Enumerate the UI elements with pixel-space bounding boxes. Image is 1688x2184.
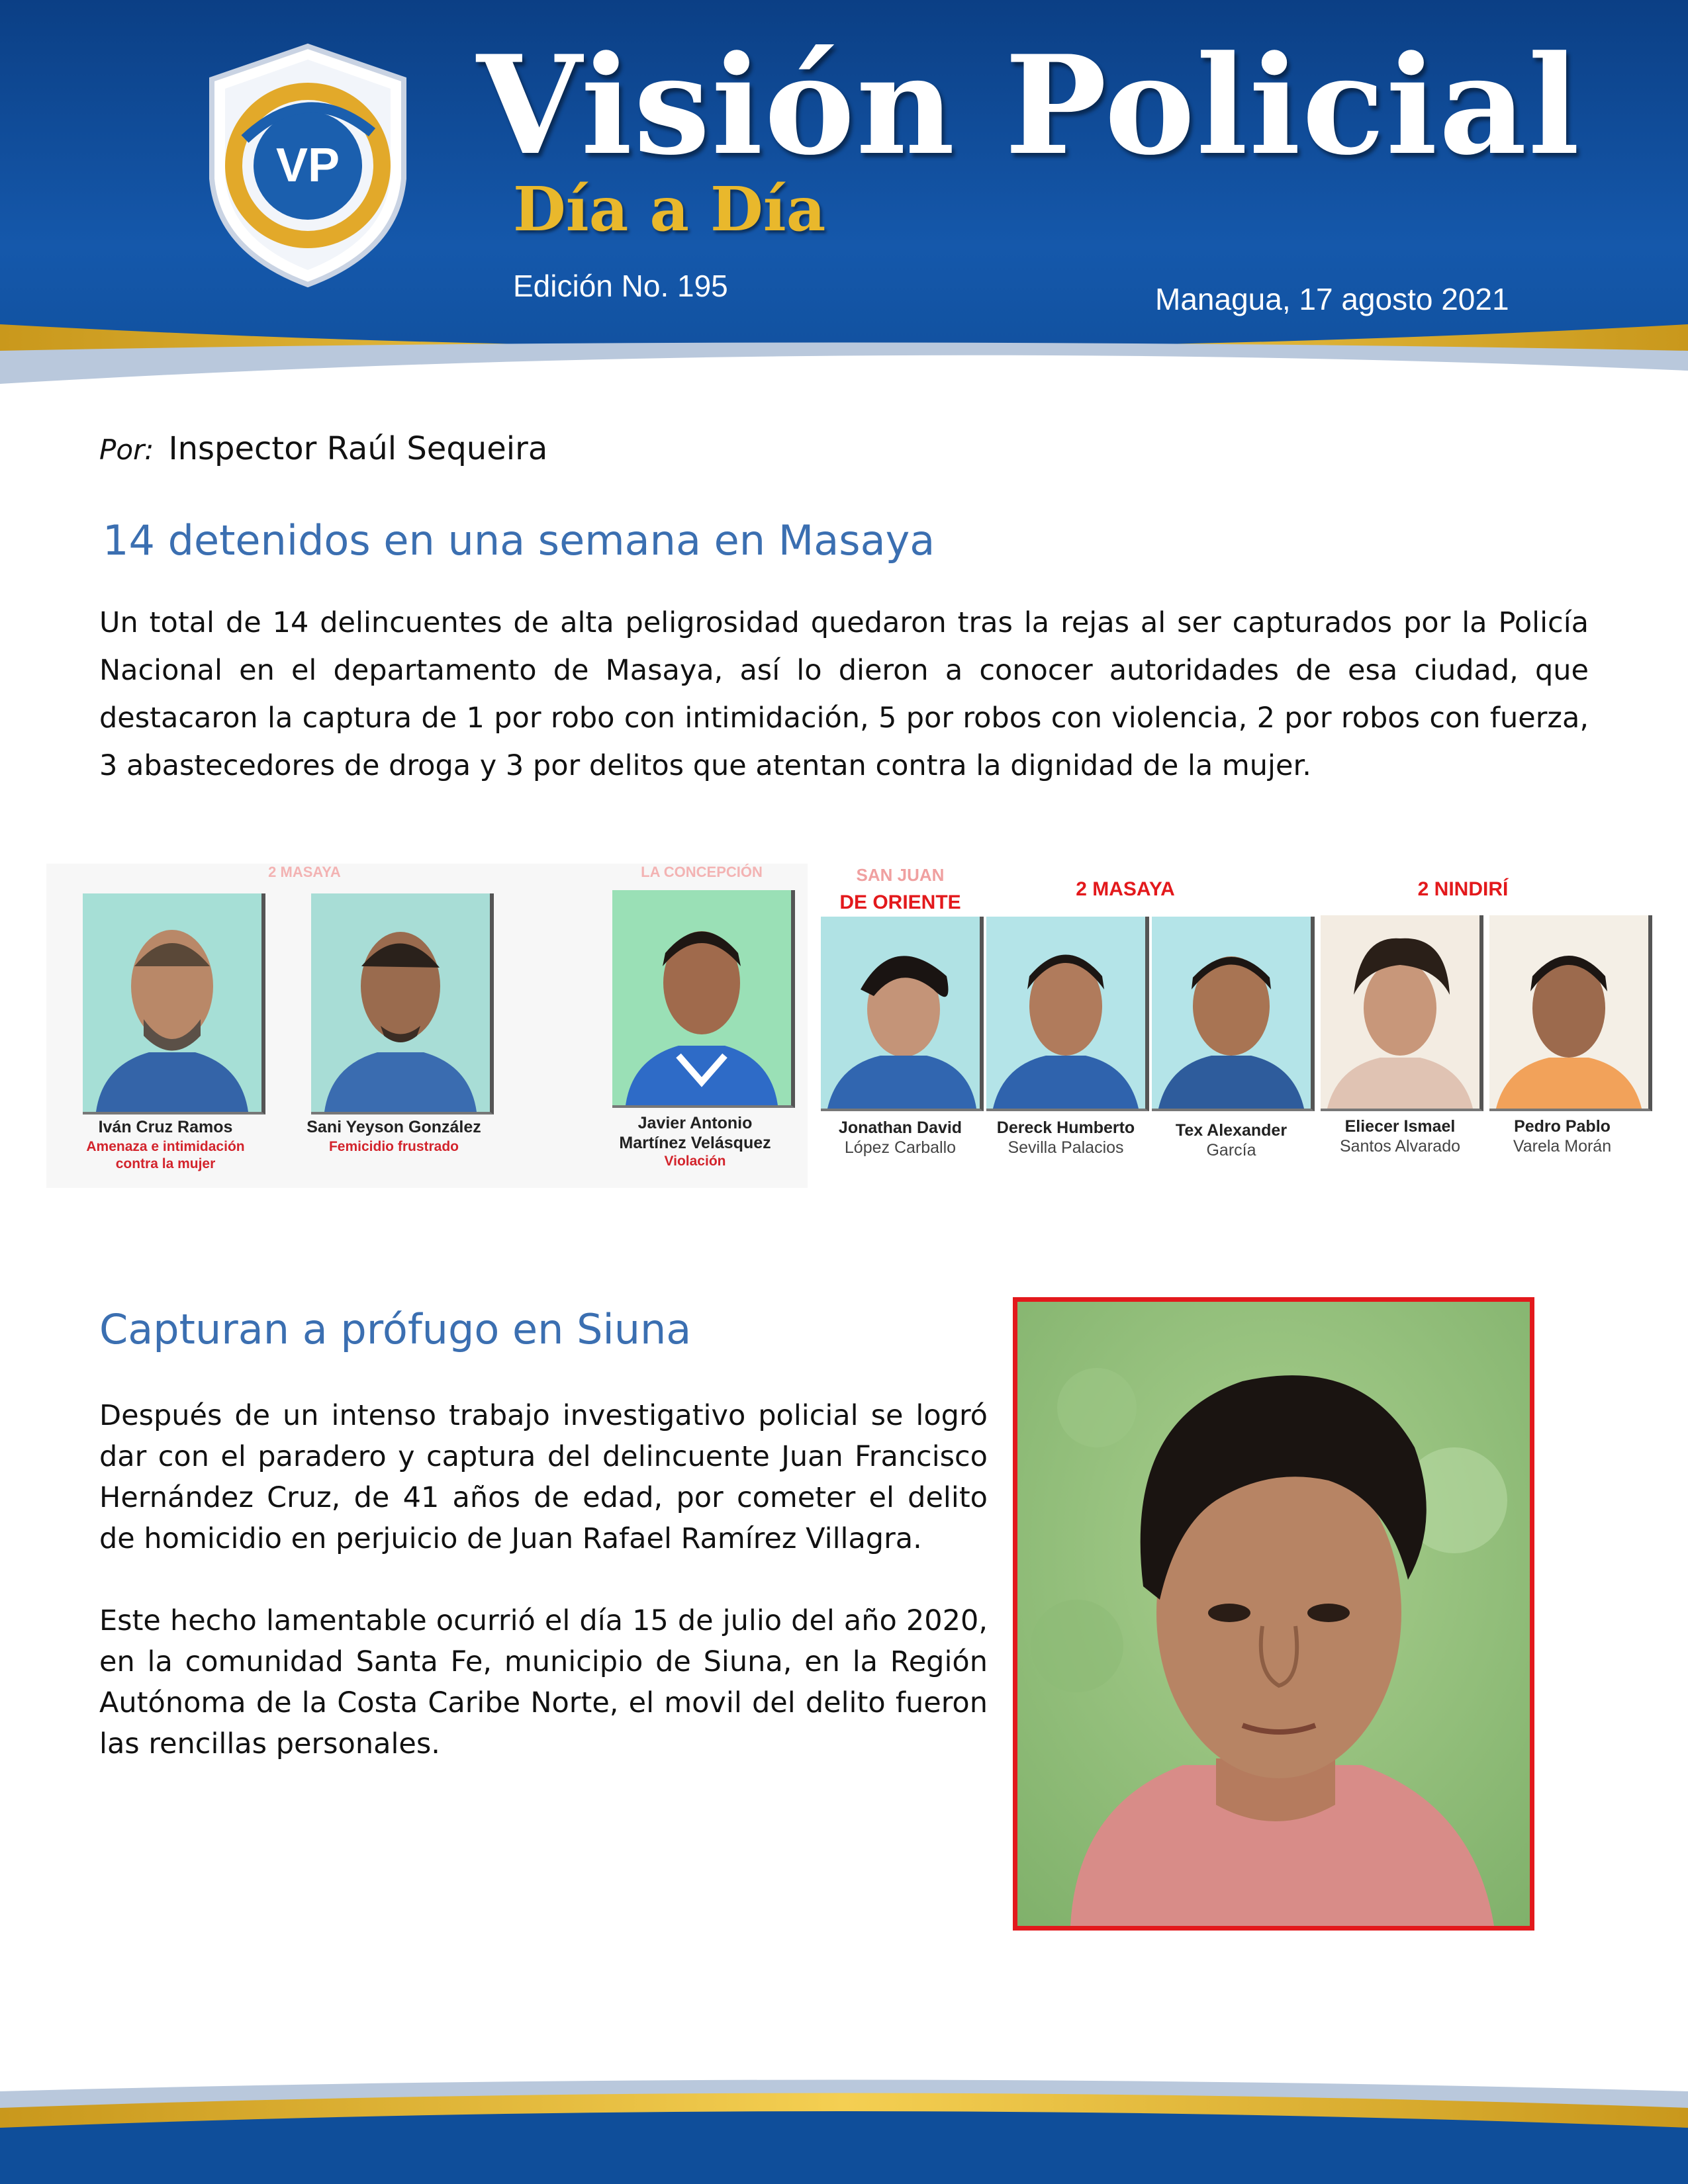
group-label: DE ORIENTE — [839, 891, 961, 913]
article2-paragraph-2: Este hecho lamentable ocurrió el día 15 de julio del año 2020, en la comunidad Santa Fe, municipio de Siuna, en la Región Autónoma de la Costa Caribe Norte, el movil del delito fueron las rencillas personales. — [99, 1604, 988, 1760]
mugshot-photo — [1321, 915, 1483, 1111]
group-label: SAN JUAN — [856, 865, 945, 885]
article1-body: Un total de 14 delincuentes de alta peligrosidad quedaron tras la rejas al ser capturados por la Policía Nacional en el departamento de Masaya, así lo dieron a conocer autoridades de esa ciudad, que destacaron la captura de 1 por robo con intimidación, 5 por robos con violencia, 2 por robos con fuerza, 3 abastecedores de droga y 3 por delitos que atentan contra la dignidad de la mujer. — [99, 606, 1589, 782]
article2-headline: Capturan a prófugo en Siuna — [99, 1305, 692, 1353]
article2-paragraph-1: Después de un intenso trabajo investigativo policial se logró dar con el paradero y captura del delincuente Juan Francisco Hernández Cruz, de 41 años de edad, por cometer el delito de homicidio en perjuicio de Juan Rafael Ramírez Villagra. — [99, 1399, 988, 1555]
masthead — [0, 0, 1688, 410]
footer-band — [0, 2078, 1688, 2184]
edition-number: Edición No. 195 — [513, 269, 728, 303]
person-name: Javier Antonio — [637, 1114, 753, 1132]
person-name: Dereck Humberto — [996, 1118, 1135, 1137]
person-surname: Sevilla Palacios — [1008, 1138, 1124, 1157]
crime-label: Amenaza e intimidación — [86, 1139, 245, 1154]
mugshot-photo — [83, 893, 265, 1115]
crime-label: Violación — [664, 1154, 726, 1169]
article1-headline: 14 detenidos en una semana en Masaya — [103, 516, 935, 565]
publication-subtitle: Día a Día — [513, 173, 826, 245]
group-label: 2 NINDIRÍ — [1417, 878, 1509, 900]
place-date: Managua, 17 agosto 2021 — [1155, 282, 1509, 316]
byline — [99, 430, 547, 467]
person-surname: García — [1206, 1141, 1256, 1160]
byline-label: Por: — [99, 433, 154, 466]
vp-shield-logo — [199, 40, 417, 291]
mugshot-photo — [1489, 915, 1652, 1111]
person-name: Sani Yeyson González — [306, 1118, 481, 1136]
group-label: LA CONCEPCIÓN — [641, 864, 763, 880]
mugshot-photo — [986, 917, 1149, 1111]
person-surname: Santos Alvarado — [1339, 1137, 1461, 1156]
group-label: 2 MASAYA — [1076, 878, 1175, 900]
mugshot-photo — [1152, 917, 1315, 1111]
crime-label: Femicidio frustrado — [328, 1139, 459, 1154]
mugshot-strip — [46, 864, 1648, 1188]
byline-author: Inspector Raúl Sequeira — [168, 430, 548, 467]
publication-title: Visión Policial — [477, 26, 1581, 185]
fugitive-photo — [1013, 1297, 1534, 1931]
person-name: Martínez Velásquez — [619, 1134, 771, 1152]
person-name: Tex Alexander — [1175, 1121, 1288, 1140]
svg-text:VP: VP — [275, 139, 340, 192]
person-surname: Varela Morán — [1513, 1137, 1612, 1156]
person-name: Pedro Pablo — [1514, 1117, 1611, 1136]
mugshot-photo — [821, 917, 984, 1111]
person-name: Jonathan David — [838, 1118, 962, 1137]
group-label: 2 MASAYA — [268, 864, 341, 880]
mugshot-photo — [311, 893, 494, 1115]
person-surname: López Carballo — [844, 1138, 957, 1157]
person-name: Iván Cruz Ramos — [98, 1118, 233, 1136]
person-name: Eliecer Ismael — [1344, 1117, 1456, 1136]
crime-label: contra la mujer — [115, 1156, 216, 1171]
mugshot-photo — [612, 890, 795, 1108]
